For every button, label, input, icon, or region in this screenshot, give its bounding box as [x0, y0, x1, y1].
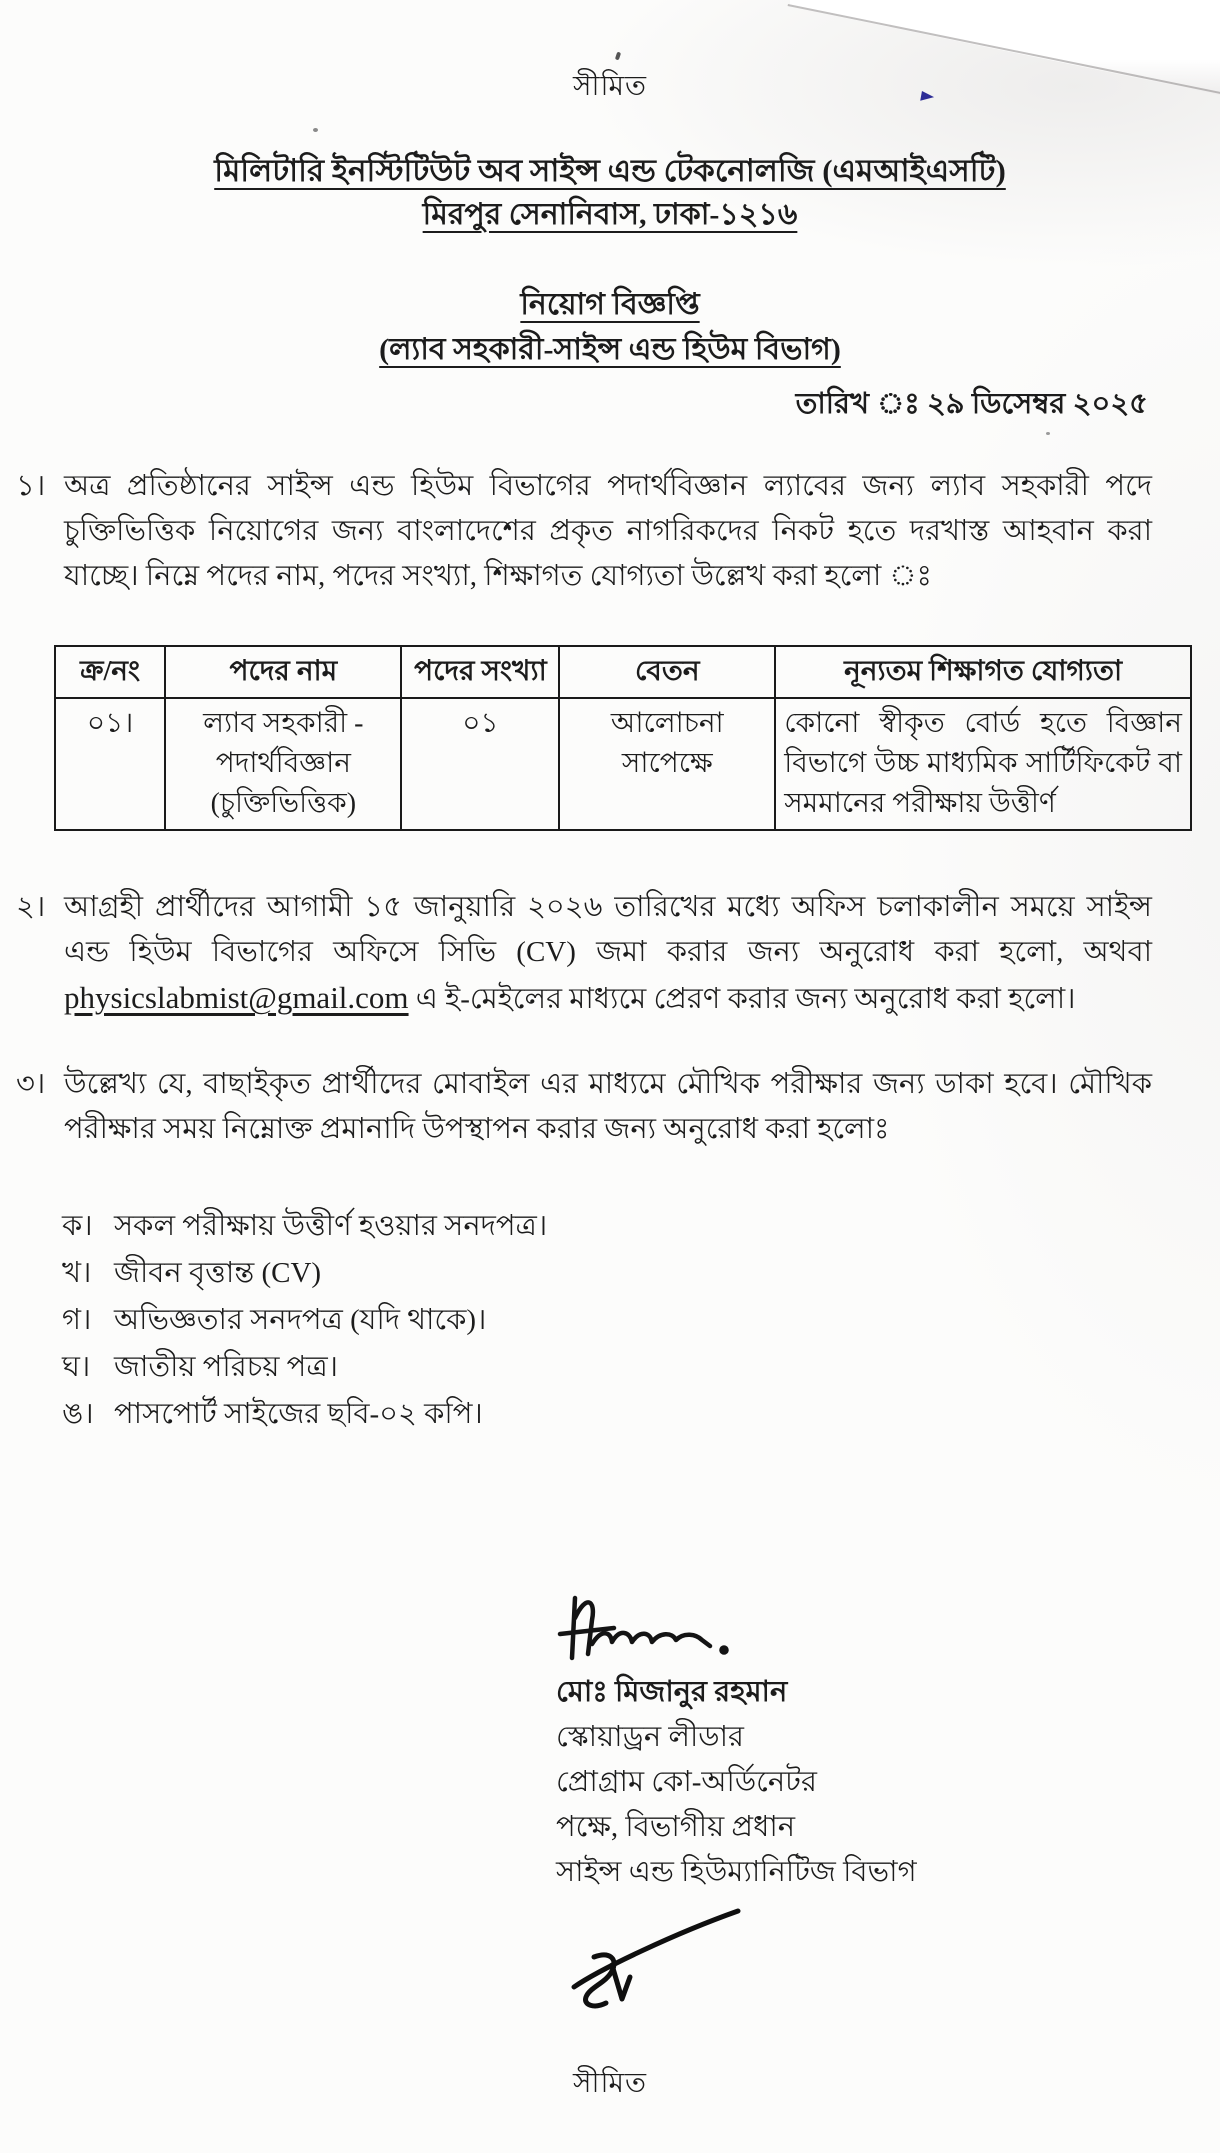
- list-item: [62, 1392, 1160, 1436]
- signatory-name: মোঃ মিজানুর রহমান: [556, 1676, 788, 1708]
- signatory-role: প্রোগ্রাম কো-অর্ডিনেটর: [556, 1766, 817, 1798]
- blue-ink-mark: [920, 91, 935, 103]
- list-item: [62, 1345, 1160, 1389]
- cell-salary: আলোচনা সাপেক্ষে: [559, 698, 775, 830]
- col-header-salary: বেতন: [559, 646, 775, 698]
- signatory-department: সাইন্স এন্ড হিউম্যানিটিজ বিভাগ: [556, 1856, 917, 1888]
- paragraph-1-text: অত্র প্রতিষ্ঠানের সাইন্স এন্ড হিউম বিভাগের পদার্থবিজ্ঞান ল্যাবের জন্য ল্যাব সহকারী পদে চুক্তিভিত্তিক নিয়োগের জন্য বাংলাদেশের প্রকৃত নাগরিকদের নিকট হতে দরখাস্ত আহবান করা যাচ্ছে। নিম্নে পদের নাম, পদের সংখ্যা, শিক্ষাগত যোগ্যতা উল্লেখ করা হলো ঃ: [64, 470, 1152, 592]
- col-header-qualification: নূন্যতম শিক্ষাগত যোগ্যতা: [775, 646, 1191, 698]
- scan-speck: [1046, 432, 1050, 435]
- paragraph-1: [16, 464, 1152, 599]
- paragraph-3-text: উল্লেখ্য যে, বাছাইকৃত প্রার্থীদের মোবাইল এর মাধ্যমে মৌখিক পরীক্ষার জন্য ডাকা হবে। মৌখিক পরীক্ষার সময় নিম্নোক্ত প্রমানাদি উপস্থাপন করার জন্য অনুরোধ করা হলোঃ: [64, 1068, 1152, 1145]
- list-item-text: জাতীয় পরিচয় পত্র।: [114, 1351, 339, 1383]
- date-line: তারিখ ঃ ২৯ ডিসেম্বর ২০২৫: [795, 388, 1148, 420]
- list-item: [62, 1298, 1160, 1342]
- paragraph-3: [16, 1062, 1152, 1152]
- col-header-post-name: পদের নাম: [165, 646, 401, 698]
- paragraph-2-text-before-email: আগ্রহী প্রার্থীদের আগামী ১৫ জানুয়ারি ২০২৬ তারিখের মধ্যে অফিস চলাকালীন সময়ে সাইন্স এন্ড হিউম বিভাগের অফিসে সিভি (CV) জমা করার জন্য অনুরোধ করা হলো, অথবা: [64, 891, 1152, 968]
- list-item-label: ক।: [62, 1210, 93, 1242]
- signature-scribble-icon: [556, 1588, 766, 1670]
- scan-speck: [313, 128, 318, 132]
- required-documents-list: [62, 1204, 1160, 1436]
- list-item: [62, 1204, 1160, 1248]
- list-item-text: পাসপোর্ট সাইজের ছবি-০২ কপি।: [114, 1398, 483, 1430]
- signatory-onbehalf: পক্ষে, বিভাগীয় প্রধান: [556, 1811, 796, 1843]
- cell-qualification: কোনো স্বীকৃত বোর্ড হতে বিজ্ঞান বিভাগে উচ্চ মাধ্যমিক সার্টিফিকেট বা সমমানের পরীক্ষায় উত্তীর্ণ: [775, 698, 1191, 830]
- org-name: মিলিটারি ইনস্টিটিউট অব সাইন্স এন্ড টেকনোলজি (এমআইএসটি): [214, 153, 1006, 188]
- table-row: [55, 698, 1191, 830]
- col-header-post-count: পদের সংখ্যা: [401, 646, 559, 698]
- list-item-label: গ।: [62, 1304, 92, 1336]
- cell-post-count: ০১: [401, 698, 559, 830]
- list-item-text: সকল পরীক্ষায় উত্তীর্ণ হওয়ার সনদপত্র।: [114, 1210, 548, 1242]
- col-header-serial: ক্র/নং: [55, 646, 165, 698]
- notice-title: নিয়োগ বিজ্ঞপ্তি: [520, 288, 700, 321]
- paragraph-1-number: ১।: [16, 470, 46, 502]
- org-address: মিরপুর সেনানিবাস, ঢাকা-১২১৬: [422, 198, 798, 231]
- paragraph-2-text: [64, 885, 1152, 1022]
- notice-subtitle: (ল্যাব সহকারী-সাইন্স এন্ড হিউম বিভাগ): [379, 333, 841, 366]
- classification-top: সীমিত: [572, 71, 648, 102]
- cell-serial: ০১।: [55, 698, 165, 830]
- signatory-rank: স্কোয়াড্রন লীডার: [556, 1721, 745, 1753]
- scan-speck: [615, 52, 621, 61]
- list-item-label: খ।: [62, 1257, 92, 1289]
- cell-post-name: ল্যাব সহকারী - পদার্থবিজ্ঞান (চুক্তিভিত্তিক): [165, 698, 401, 830]
- list-item-text: জীবন বৃত্তান্ত (CV): [114, 1257, 322, 1289]
- initial-scribble-icon: [566, 1907, 746, 2011]
- paragraph-2: [16, 885, 1152, 1022]
- paragraph-3-number: ৩।: [16, 1068, 46, 1100]
- recruitment-table: [54, 645, 1192, 831]
- classification-bottom: সীমিত: [572, 2068, 648, 2099]
- list-item-label: ঘ।: [62, 1351, 91, 1383]
- paragraph-2-number: ২।: [16, 891, 46, 923]
- list-item-text: অভিজ্ঞতার সনদপত্র (যদি থাকে)।: [114, 1304, 487, 1336]
- paragraph-2-text-after-email: এ ই-মেইলের মাধ্যমে প্রেরণ করার জন্য অনুরোধ করা হলো।: [408, 983, 1076, 1015]
- list-item: [62, 1251, 1160, 1295]
- signature-block: [556, 1588, 1220, 2011]
- table-header-row: [55, 646, 1191, 698]
- email-address: physicslabmist@gmail.com: [64, 980, 409, 1015]
- list-item-label: ঙ।: [62, 1398, 94, 1430]
